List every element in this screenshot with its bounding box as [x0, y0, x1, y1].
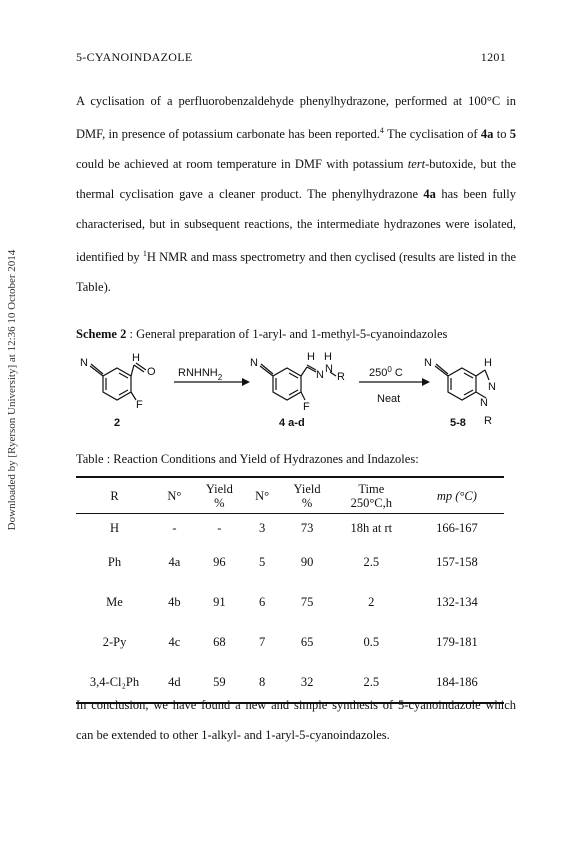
table-cell: 166-167 — [436, 520, 478, 535]
results-table — [76, 476, 504, 704]
atom-label: N — [250, 357, 258, 369]
atom-label: N — [325, 363, 333, 375]
table-cell: 2.5 — [363, 554, 380, 569]
table-cell: H — [110, 520, 120, 535]
intro-text-6: has been fully characterised, but in subsequent reactions, the intermediate hydrazones were isolated, identified by — [76, 187, 516, 265]
compound-number: 2 — [114, 417, 121, 429]
italic-term: tert — [407, 157, 426, 172]
table-cell: 96 — [213, 554, 226, 569]
benzene-ring — [103, 368, 131, 400]
col-header: Yield % — [281, 478, 332, 514]
condition-label: Neat — [377, 393, 401, 405]
table-cell: 157-158 — [436, 554, 478, 569]
atom-label: O — [147, 366, 156, 378]
intro-text-3: to — [493, 127, 510, 142]
table-cell: 2-Py — [102, 634, 127, 649]
arrow-head-2 — [422, 378, 430, 386]
nmr-superscript: 1 — [142, 249, 147, 259]
running-header — [76, 50, 506, 65]
reaction-scheme — [74, 350, 504, 450]
atom-label: R — [484, 415, 492, 427]
intro-text-7: H NMR and mass spectrometry and then cyclised (results are listed in the Table). — [76, 250, 517, 295]
col-header: Yield % — [196, 478, 243, 514]
table-cell: 68 — [213, 634, 226, 649]
table-cell: 18h at rt — [350, 520, 393, 535]
atom-label: N — [80, 357, 88, 369]
page-number: 1201 — [480, 50, 506, 64]
col-header: mp (°C) — [410, 478, 504, 514]
download-note: Downloaded by [Ryerson University] at 12:36 10 October 2014 — [6, 249, 18, 531]
compound-ref: 5 — [509, 127, 517, 142]
table-cell: 4b — [168, 594, 181, 609]
col-header: N° — [153, 478, 196, 514]
condition-label: $250^0$ C — [369, 365, 403, 379]
atom-label: H — [324, 351, 332, 363]
table-cell: 8 — [259, 674, 266, 689]
compound-number: 5-8 — [450, 417, 466, 429]
atom-label: N — [424, 357, 432, 369]
download-watermark — [2, 150, 22, 630]
table-cell: Ph — [107, 554, 122, 569]
conclusion-paragraph: In conclusion, we have found a new and simple synthesis of 5-cyanoindazole which can be extended to other 1-alkyl- and 1-aryl-5-cyanoindazoles. — [76, 698, 516, 742]
atom-label: R — [337, 371, 345, 383]
table-cell: 90 — [300, 554, 314, 569]
table-cell: Me — [106, 594, 123, 609]
table-cell: 32 — [300, 674, 314, 689]
table-row — [76, 582, 504, 622]
scheme-label: Scheme 2 — [76, 327, 127, 341]
compound-ref: 4a — [480, 127, 494, 142]
intro-text-5: -butoxide, but the thermal cyclisation gave a cleaner product. The phenylhydrazone — [76, 157, 517, 202]
col-header: N° — [243, 478, 282, 514]
arrow-head-1 — [242, 378, 250, 386]
table-cell: 7 — [259, 634, 266, 649]
scheme-caption — [76, 327, 447, 342]
table-cell: 59 — [213, 674, 226, 689]
compound-ref: 4a — [423, 187, 436, 202]
table-cell: 2.5 — [363, 674, 380, 689]
table-cell: 91 — [213, 594, 226, 609]
scheme-caption-text: : General preparation of 1-aryl- and 1-methyl-5-cyanoindazoles — [126, 327, 448, 341]
col-header: Time 250°C,h — [333, 478, 410, 514]
intro-text-4: could be achieved at room temperature in DMF with potassium — [76, 157, 408, 172]
running-title: 5-CYANOINDAZOLE — [76, 50, 193, 64]
table-cell: 5 — [259, 554, 266, 569]
reference-mark: 4 — [379, 126, 384, 135]
atom-label: H — [307, 351, 315, 363]
atom-label: H — [484, 357, 492, 369]
table-cell: 3,4-Cl₂Ph — [89, 674, 140, 689]
table-cell: 6 — [259, 594, 266, 609]
table-cell: 132-134 — [436, 594, 478, 609]
table-row — [76, 622, 504, 662]
benzene-ring — [273, 368, 301, 400]
table-cell: 73 — [300, 520, 314, 535]
atom-label: N — [316, 369, 324, 381]
table-cell: 75 — [300, 594, 314, 609]
benzene-ring — [448, 368, 476, 400]
table-header-row — [76, 478, 504, 514]
atom-label: F — [136, 399, 143, 411]
table-cell: 4c — [168, 634, 181, 649]
table-cell: 2 — [368, 594, 375, 609]
intro-text-1: A cyclisation of a perfluorobenzaldehyde phenylhydrazone, performed at 100°C in DMF, in presence of potassium carbonate has been reported. — [76, 94, 516, 142]
table-row — [76, 514, 504, 543]
table-cell: 179-181 — [436, 634, 478, 649]
table-cell: 0.5 — [363, 634, 380, 649]
table-cell: 184-186 — [436, 674, 478, 689]
table-cell: 4a — [168, 554, 181, 569]
table-row — [76, 542, 504, 582]
atom-label: H — [132, 352, 140, 364]
table-cell: 3 — [259, 520, 266, 535]
compound-number: 4 a-d — [279, 417, 305, 429]
table-cell: - — [217, 520, 222, 535]
atom-label: F — [303, 401, 310, 413]
table-cell: 65 — [300, 634, 314, 649]
atom-label: N — [480, 397, 488, 409]
atom-label: N — [488, 381, 496, 393]
table-caption: Table : Reaction Conditions and Yield of Hydrazones and Indazoles: — [76, 452, 419, 466]
intro-text-2: The cyclisation of — [383, 127, 481, 142]
table-cell: 4d — [168, 674, 181, 689]
col-header: R — [76, 478, 153, 514]
intro-paragraph — [76, 86, 516, 302]
reagent-label: $RNHNH_2$ — [178, 367, 223, 382]
table-cell: - — [172, 520, 177, 535]
